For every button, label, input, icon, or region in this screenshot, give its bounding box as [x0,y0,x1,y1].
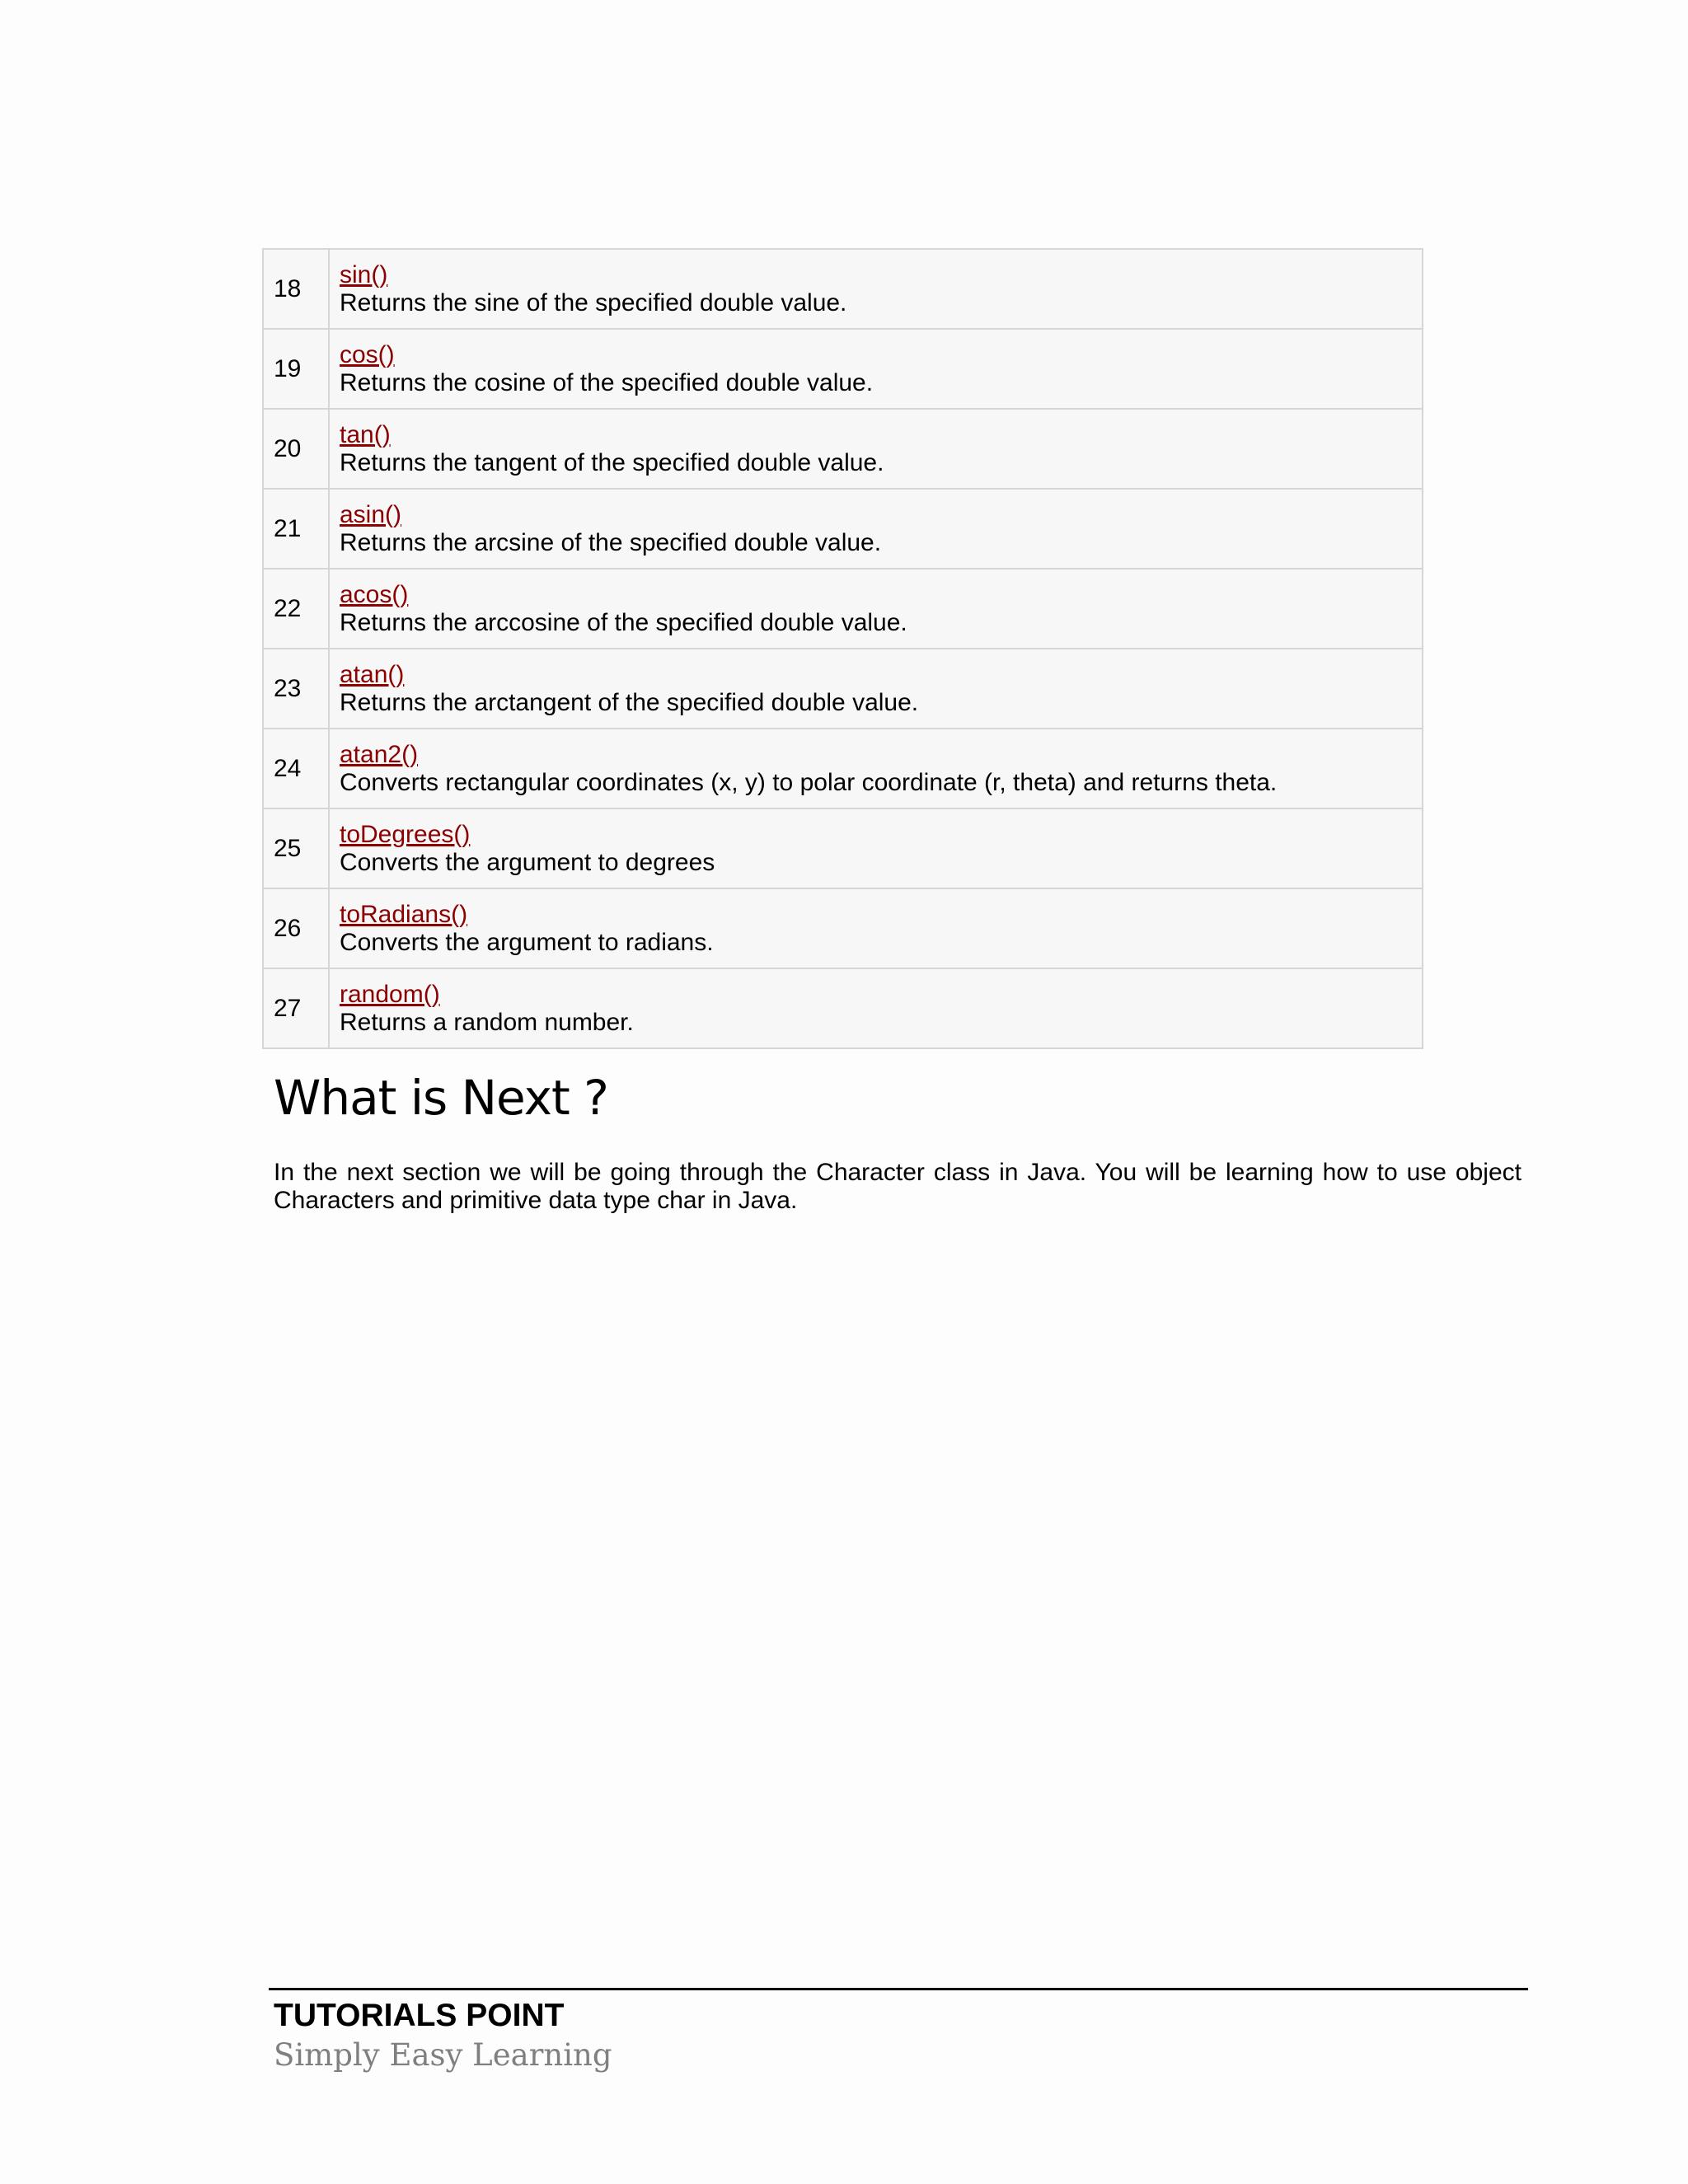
method-cell [329,489,1423,569]
row-number: 21 [263,489,329,569]
row-number: 24 [263,729,329,808]
method-description: Returns the tangent of the specified double value. [340,448,884,476]
section-heading: What is Next ? [274,1070,608,1126]
table-row [263,729,1423,808]
table-row [263,649,1423,729]
method-link-cos[interactable]: cos() [340,340,395,368]
method-description: Converts the argument to radians. [340,928,714,956]
methods-table [262,248,1423,1049]
method-description: Returns the cosine of the specified double value. [340,368,874,396]
method-description: Returns the arcsine of the specified double value. [340,528,882,556]
method-description: Returns the arctangent of the specified double value. [340,688,919,716]
table-row [263,569,1423,649]
row-number: 19 [263,329,329,409]
method-cell [329,569,1423,649]
table-row [263,409,1423,489]
footer-brand: TUTORIALS POINT [274,1998,565,2033]
row-number: 20 [263,409,329,489]
method-link-toradians[interactable]: toRadians() [340,900,468,928]
method-description: Converts rectangular coordinates (x, y) to polar coordinate (r, theta) and returns theta. [340,768,1278,796]
method-link-atan[interactable]: atan() [340,660,405,688]
method-link-todegrees[interactable]: toDegrees() [340,820,471,848]
method-cell [329,888,1423,968]
method-cell [329,329,1423,409]
method-link-random[interactable]: random() [340,980,440,1008]
table-row [263,968,1423,1048]
table-row [263,489,1423,569]
method-link-asin[interactable]: asin() [340,500,402,528]
method-link-atan2[interactable]: atan2() [340,740,419,768]
method-cell [329,409,1423,489]
row-number: 22 [263,569,329,649]
method-link-acos[interactable]: acos() [340,580,409,608]
footer-tagline: Simply Easy Learning [274,2037,612,2073]
method-link-tan[interactable]: tan() [340,420,391,448]
table-row [263,808,1423,888]
row-number: 26 [263,888,329,968]
footer-divider [269,1988,1528,1990]
method-cell [329,249,1423,329]
row-number: 23 [263,649,329,729]
method-description: Returns the arccosine of the specified double value. [340,608,907,636]
method-description: Returns a random number. [340,1008,634,1036]
row-number: 18 [263,249,329,329]
method-cell [329,968,1423,1048]
method-description: Converts the argument to degrees [340,848,715,876]
method-description: Returns the sine of the specified double value. [340,288,847,316]
method-cell [329,649,1423,729]
method-cell [329,808,1423,888]
table-row [263,249,1423,329]
method-cell [329,729,1423,808]
method-link-sin[interactable]: sin() [340,260,388,288]
section-paragraph: In the next section we will be going through the Character class in Java. You will be learning how to use object Characters and primitive data type char in Java. [274,1159,1522,1214]
row-number: 25 [263,808,329,888]
row-number: 27 [263,968,329,1048]
table-row [263,888,1423,968]
table-row [263,329,1423,409]
